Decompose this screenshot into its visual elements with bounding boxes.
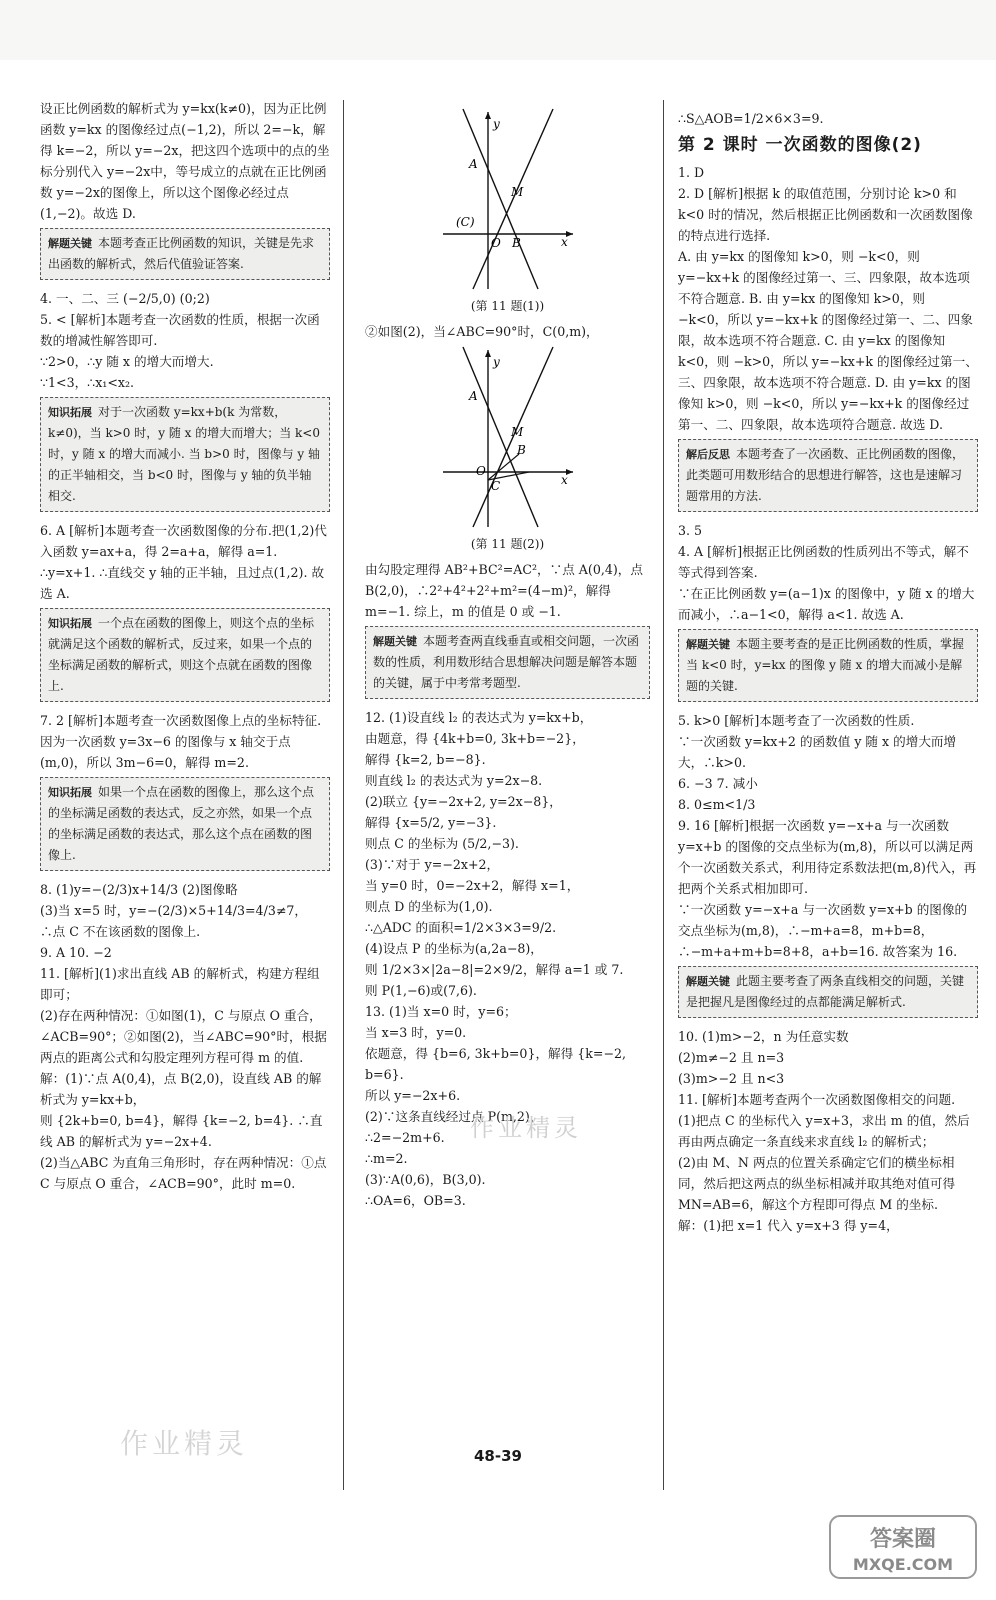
answer-line: ∴m=2. <box>365 1151 408 1166</box>
tip-box-text: 本题考查了一次函数、正比例函数的图像，此类题可用数形结合的思想进行解答，这也是速解习题常用的方法. <box>686 447 965 503</box>
answer-line: 8. (1)y=−(2/3)x+14/3 (2)图像略 <box>40 882 238 897</box>
label-a: A <box>468 157 478 171</box>
answer-line: 5. < [解析]本题考查一次函数的性质，根据一次函数的增减性解答即可. <box>40 312 320 348</box>
answer-line: (4)设点 P 的坐标为(a,2a−8)， <box>365 941 543 956</box>
tip-box-text: 本题考查正比例函数的知识，关键是先求出函数的解析式，然后代值验证答案. <box>48 236 315 271</box>
answer-line: 9. 16 [解析]根据一次函数 y=−x+a 与一次函数 y=x+b 的图像的交点坐标为(m,8)，所以可以满足两个一次函数关系式，利用待定系数法把(m,8)代入，再把两个关系式相加即可. <box>678 818 977 896</box>
answer-paragraph: 设正比例函数的解析式为 y=kx(k≠0)，因为正比例函数 y=kx 的图像经过点(−1,2)，所以 2=−k，解得 k=−2，所以 y=−2x，把这四个选项中的点的坐标分别代入 y=−2x中，等号成立的点就在正比例函数 y=−2x的图像上，所以这个图像必经过点(1,−2)。故选 D. <box>40 101 330 221</box>
answer-line: 则直线 l₂ 的表达式为 y=2x−8. <box>365 773 543 788</box>
label-c: C <box>490 479 500 493</box>
answer-line: 1. D <box>678 165 705 180</box>
answer-line: ∵一次函数 y=−x+a 与一次函数 y=x+b 的图像的交点坐标为(m,8)，∴−m+a=8，m+b=8，∴−m+a+m+b=8+8，a+b=16. 故答案为 16. <box>678 902 968 959</box>
answer-line: ∴S△AOB=1/2×6×3=9. <box>678 111 824 126</box>
tip-box <box>678 629 978 702</box>
answer-line: ∵在正比例函数 y=(a−1)x 的图像中，y 随 x 的增大而减小，∴a−1<0，解得 a<1. 故选 A. <box>678 586 975 622</box>
tip-box <box>40 777 330 871</box>
tip-box-text: 此题主要考查了两条直线相交的问题，关键是把握凡是图像经过的点都能满足解析式. <box>686 974 965 1009</box>
answer-line: ∵1<3，∴x₁<x₂. <box>40 375 135 390</box>
y-axis-arrow <box>485 112 491 119</box>
answer-line: 由勾股定理得 AB²+BC²=AC²，∵点 A(0,4)，点 B(2,0)，∴2²+4²+2²+m²=(4−m)²，解得 m=−1. 综上，m 的值是 0 或 −1. <box>365 562 643 619</box>
site-logo <box>828 1512 978 1582</box>
svg-text:MXQE.COM: MXQE.COM <box>852 1555 954 1574</box>
answer-line: 4. A [解析]根据正比例函数的性质列出不等式，解不等式得到答案. <box>678 544 969 580</box>
answer-line: ②如图(2)，当∠ABC=90°时，C(0,m)， <box>365 324 599 339</box>
answer-line: 当 x=3 时，y=0. <box>365 1025 467 1040</box>
label-c: (C) <box>455 215 475 229</box>
column-divider <box>343 100 344 1490</box>
answer-line: 则点 D 的坐标为(1,0). <box>365 899 493 914</box>
answer-line: 则 {2k+b=0, b=4}，解得 {k=−2, b=4}. ∴直线 AB 的解析式为 y=−2x+4. <box>40 1113 323 1149</box>
figure-caption: (第 11 题(1)) <box>470 299 545 313</box>
label-x: x <box>560 473 568 487</box>
label-o: O <box>475 464 486 478</box>
answer-line: 8. 0≤m<1/3 <box>678 797 756 812</box>
line-ab <box>463 109 538 289</box>
figure-11-1 <box>433 104 583 294</box>
answer-line: (3)∵对于 y=−2x+2， <box>365 857 500 872</box>
figure-11-2 <box>433 342 583 532</box>
answer-line: ∴2=−2m+6. <box>365 1130 445 1145</box>
tip-box-label: 知识拓展 <box>48 406 92 419</box>
y-axis-arrow <box>485 350 491 357</box>
answer-line: 6. −3 7. 减小 <box>678 776 758 791</box>
answer-line: ∵2>0，∴y 随 x 的增大而增大. <box>40 354 214 369</box>
tip-box <box>40 608 330 702</box>
column-middle <box>365 104 650 1211</box>
answer-line: (2)∵这条直线经过点 P(m,2)， <box>365 1109 543 1124</box>
answer-line: 依题意，得 {b=6, 3k+b=0}，解得 {k=−2, b=6}. <box>365 1046 627 1082</box>
answer-line: (2)存在两种情况：①如图(1)，C 与原点 O 重合，∠ACB=90°；②如图(2)，当∠ABC=90°时，根据两点的距离公式和勾股定理列方程可得 m 的值. <box>40 1008 327 1065</box>
line-l2 <box>473 109 553 289</box>
answer-line: 7. 2 [解析]本题考查一次函数图像上点的坐标特征. 因为一次函数 y=3x−6 的图像与 x 轴交于点(m,0)，所以 3m−6=0，解得 m=2. <box>40 713 322 770</box>
answer-line: 4. 一、二、三 (−2/5,0) (0;2) <box>40 291 210 306</box>
tip-box-label: 知识拓展 <box>48 617 92 630</box>
watermark: 作业精灵 <box>470 1114 582 1142</box>
label-y: y <box>492 117 500 131</box>
answer-line: 解得 {k=2, b=−8}. <box>365 752 486 767</box>
label-m: M <box>510 425 523 439</box>
answer-line: (2)当△ABC 为直角三角形时，存在两种情况：①点 C 与原点 O 重合，∠ACB=90°，此时 m=0. <box>40 1155 327 1191</box>
answer-line: 11. [解析]本题考查两个一次函数图像相交的问题. <box>678 1092 956 1107</box>
answer-line: ∵一次函数 y=kx+2 的函数值 y 随 x 的增大而增大，∴k>0. <box>678 734 957 770</box>
tip-box-text: 对于一次函数 y=kx+b(k 为常数，k≠0)，当 k>0 时，y 随 x 的增大而增大；当 k<0 时，y 随 x 的增大而减小. 当 b>0 时，图像与 y 轴的正半轴相交，当 b<0 时，图像与 y 轴的负半轴相交. <box>48 405 321 503</box>
answer-line: 解：(1)∵点 A(0,4)，点 B(2,0)，设直线 AB 的解析式为 y=kx+b， <box>40 1071 322 1107</box>
label-b: B <box>516 443 526 457</box>
tip-box-label: 知识拓展 <box>48 786 92 799</box>
tip-box <box>40 397 330 512</box>
tip-box-label: 解后反思 <box>686 448 730 461</box>
watermark: 作业精灵 <box>120 1427 249 1460</box>
tip-box <box>365 626 650 699</box>
answer-line: 9. A 10. −2 <box>40 945 112 960</box>
answer-line: 则 P(1,−6)或(7,6). <box>365 983 477 998</box>
svg-text:答案圈: 答案圈 <box>869 1527 937 1552</box>
answer-line: 解：(1)把 x=1 代入 y=x+3 得 y=4， <box>678 1218 899 1233</box>
page-number: 48-39 <box>474 1447 522 1465</box>
label-y: y <box>492 355 500 369</box>
tip-box-label: 解题关键 <box>686 638 730 651</box>
answer-line: 5. k>0 [解析]本题考查了一次函数的性质. <box>678 713 915 728</box>
answer-line: 则点 C 的坐标为 (5/2,−3). <box>365 836 519 851</box>
answer-line: (3)m>−2 且 n<3 <box>678 1071 785 1086</box>
tip-box-text: 如果一个点在函数的图像上，那么这个点的坐标满足函数的表达式，反之亦然，如果一个点的坐标满足函数的表达式，那么这个点在函数的图像上. <box>48 785 315 862</box>
answer-line: (3)∵A(0,6)，B(3,0). <box>365 1172 486 1187</box>
answer-line: 10. (1)m>−2，n 为任意实数 <box>678 1029 849 1044</box>
answer-line: 当 y=0 时，0=−2x+2，解得 x=1， <box>365 878 580 893</box>
label-x: x <box>560 235 568 249</box>
answer-line: 6. A [解析]本题考查一次函数图像的分布.把(1,2)代入函数 y=ax+a，得 2=a+a，解得 a=1. ∴y=x+1. ∴直线交 y 轴的正半轴，且过点(1,2). 故选 A. <box>40 523 327 601</box>
tip-box <box>678 439 978 512</box>
line-ab <box>463 347 538 527</box>
answer-line: 11. [解析](1)求出直线 AB 的解析式，构建方程组即可； <box>40 966 320 1002</box>
answer-line: ∴点 C 不在该函数的图像上. <box>40 924 201 939</box>
answer-line: ∴OA=6，OB=3. <box>365 1193 466 1208</box>
tip-box <box>678 966 978 1018</box>
answer-line: (2)m≠−2 且 n=3 <box>678 1050 785 1065</box>
column-right <box>678 108 978 1236</box>
answer-line: (2)由 M、N 两点的位置关系确定它们的横坐标相同，然后把这两点的纵坐标相减并取其绝对值可得 MN=AB=6，解这个方程即可得点 M 的坐标. <box>678 1155 956 1212</box>
tip-box-label: 解题关键 <box>373 635 417 648</box>
column-left <box>40 98 330 1194</box>
answer-line: 所以 y=−2x+6. <box>365 1088 461 1103</box>
answer-line: A. 由 y=kx 的图像知 k>0，则 −k<0，则 y=−kx+k 的图像经过第一、三、四象限，故本选项不符合题意. B. 由 y=kx 的图像知 k>0，则 −k<0，所以 y=−kx+k 的图像经过第一、二、四象限，故本选项不符合题意. C. 由 y=kx 的图像知 k<0，则 −k>0，所以 y=−kx+k 的图像经过第一、三、四象限，故本选项不符合题意. D. 由 y=kx 的图像知 k>0，则 −k<0，所以 y=−kx+k 的图像经过第一、二、四象限，故本选项符合题意. 故选 D. <box>678 249 978 432</box>
answer-line: 12. (1)设直线 l₂ 的表达式为 y=kx+b， <box>365 710 593 725</box>
answer-line: 由题意，得 {4k+b=0, 3k+b=−2}， <box>365 731 585 746</box>
tip-box-label: 解题关键 <box>48 237 92 250</box>
answer-line: 解得 {x=5/2, y=−3}. <box>365 815 497 830</box>
label-m: M <box>510 185 523 199</box>
answer-line: (3)当 x=5 时，y=−(2/3)×5+14/3=4/3≠7， <box>40 903 307 918</box>
label-o: O <box>490 236 501 250</box>
answer-line: (1)把点 C 的坐标代入 y=x+3，求出 m 的值，然后再由两点确定一条直线来求直线 l₂ 的解析式； <box>678 1113 970 1149</box>
tip-box-text: 一个点在函数的图像上，则这个点的坐标就满足这个函数的解析式，反过来，如果一个点的坐标满足函数的解析式，则这个点就在函数的图像上. <box>48 616 315 693</box>
answer-line: 2. D [解析]根据 k 的取值范围，分别讨论 k>0 和 k<0 时的情况，然后根据正比例函数和一次函数图像的特点进行选择. <box>678 186 973 243</box>
section-title: 第 2 课时 一次函数的图像(2) <box>678 135 922 155</box>
tip-box-text: 本题主要考查的是正比例函数的性质，掌握当 k<0 时，y=kx 的图像 y 随 x 的增大而减小是解题的关键. <box>686 637 965 693</box>
answer-line: ∴△ADC 的面积=1/2×3×3=9/2. <box>365 920 557 935</box>
tip-box-label: 解题关键 <box>686 975 730 988</box>
answer-line: 13. (1)当 x=0 时，y=6； <box>365 1004 517 1019</box>
tip-box-text: 本题考查两直线垂直或相交问题，一次函数的性质，利用数形结合思想解决问题是解答本题的关键，属于中考常考题型. <box>373 634 640 690</box>
answer-line: 3. 5 <box>678 523 703 538</box>
scan-top-band <box>0 0 996 60</box>
column-divider <box>663 100 664 1490</box>
tip-box <box>40 228 330 280</box>
answer-line: (2)联立 {y=−2x+2, y=2x−8}， <box>365 794 562 809</box>
answer-line: 则 1/2×3×|2a−8|=2×9/2，解得 a=1 或 7. <box>365 962 624 977</box>
label-b: B <box>511 236 521 250</box>
figure-caption: (第 11 题(2)) <box>470 537 545 551</box>
label-a: A <box>468 389 478 403</box>
